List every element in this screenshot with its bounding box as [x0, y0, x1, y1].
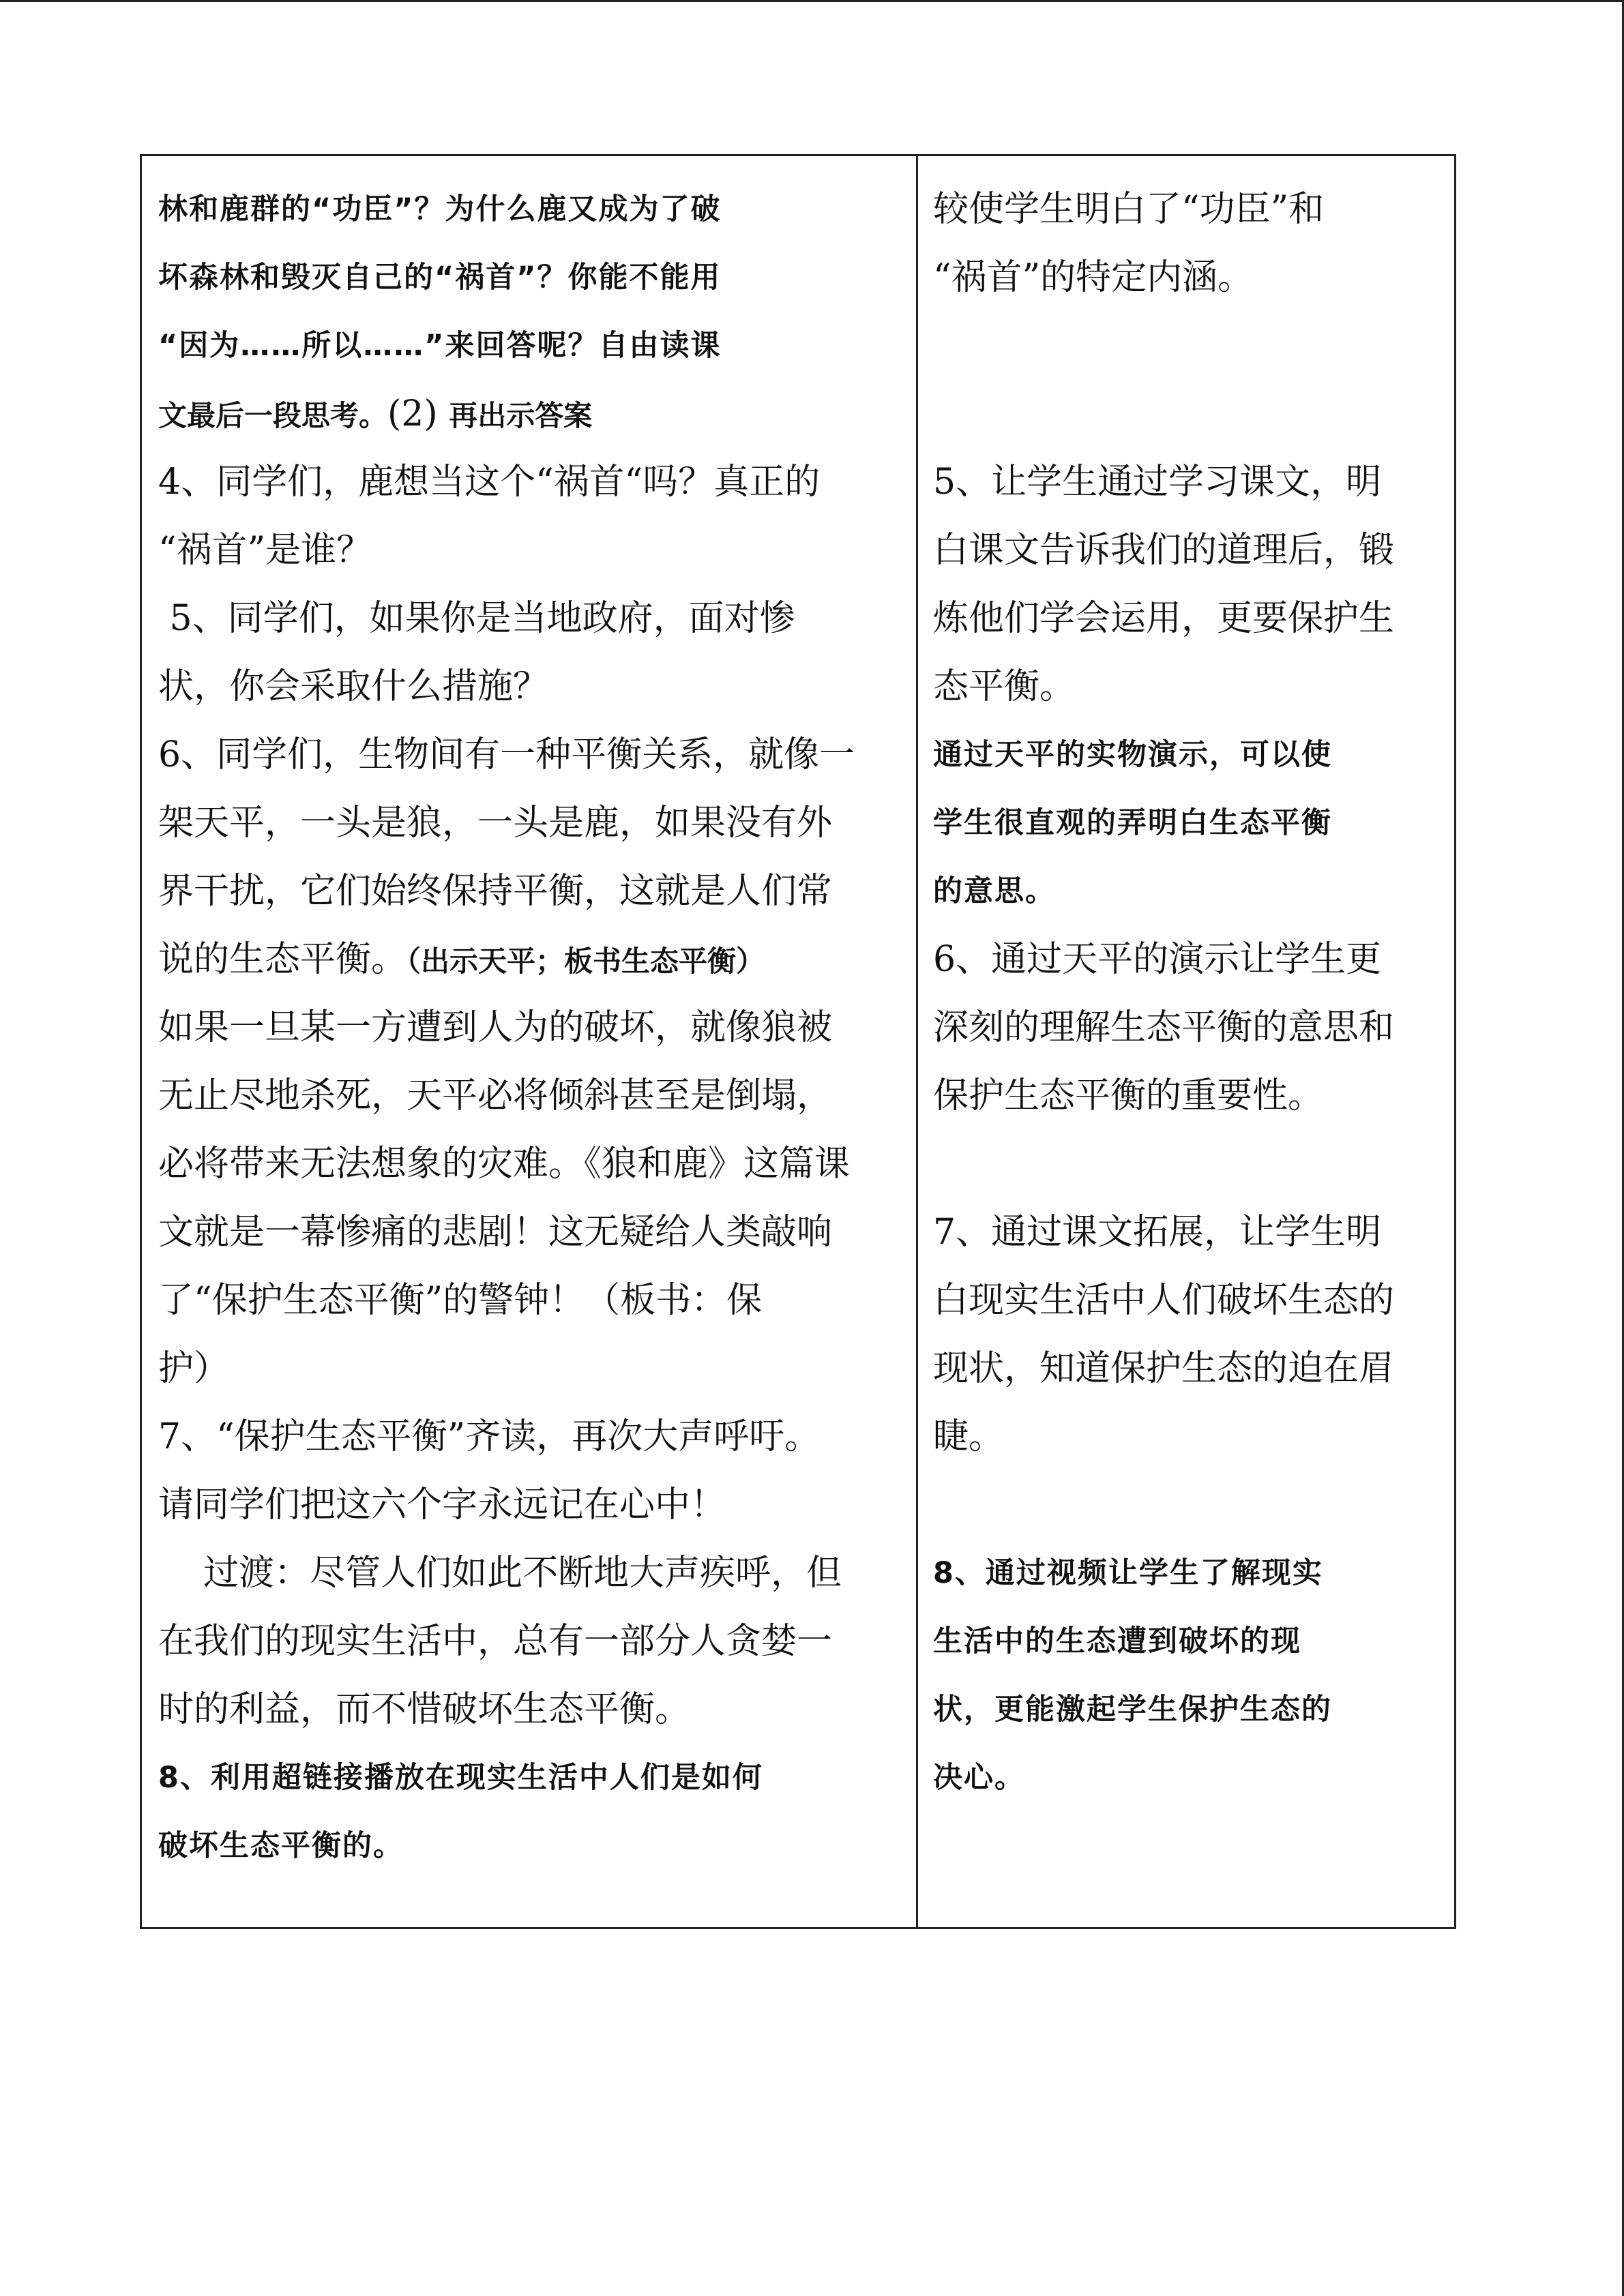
text-line: 请同学们把这六个字永远记在心中！ [158, 1485, 726, 1525]
text-line: 无止尽地杀死，天平必将倾斜甚至是倒塌， [158, 1075, 833, 1116]
text-line: “祸首”是谁？ [158, 530, 372, 571]
text-line: 6、通过天平的演示让学生更 [933, 939, 1382, 980]
text-line: 保护生态平衡的重要性。 [933, 1075, 1324, 1116]
text-line: 在我们的现实生活中，总有一部分人贪婪一 [158, 1621, 833, 1662]
text-line: 现状，知道保护生态的迫在眉 [933, 1348, 1395, 1389]
text-line: 决心。 [933, 1761, 1025, 1795]
text-line: 炼他们学会运用，更要保护生 [933, 598, 1395, 639]
text-line: 5、同学们，如果你是当地政府，面对惨 [158, 598, 795, 639]
text-line [158, 380, 905, 448]
text-line [158, 925, 905, 994]
text-line: 4、同学们，鹿想当这个“祸首“吗？真正的 [158, 462, 821, 503]
text-line: 的意思。 [933, 874, 1056, 908]
text-span: 说的生态平衡。 [158, 939, 407, 980]
text-line: 8、通过视频让学生了解现实 [933, 1556, 1323, 1590]
text-line: 状，更能激起学生保护生态的 [933, 1693, 1332, 1727]
page-top-border [0, 0, 1624, 2]
design-intent-column [918, 156, 1454, 1927]
text-line: 架天平，一头是狼，一头是鹿，如果没有外 [158, 803, 833, 844]
blank-line [933, 312, 1445, 380]
text-line: 白现实生活中人们破坏生态的 [933, 1280, 1395, 1321]
text-line: 护） [158, 1348, 230, 1389]
text-line: “祸首”的特定内涵。 [933, 257, 1254, 298]
text-line: 深刻的理解生态平衡的意思和 [933, 1007, 1395, 1048]
text-line: 较使学生明白了“功臣”和 [933, 189, 1325, 230]
text-line: 文就是一幕惨痛的悲剧！这无疑给人类敲响 [158, 1212, 833, 1253]
text-line: 时的利益，而不惜破坏生态平衡。 [158, 1689, 691, 1730]
text-line: 破坏生态平衡的。 [158, 1829, 404, 1863]
text-line: 过渡：尽管人们如此不断地大声疾呼，但 [158, 1553, 842, 1594]
lesson-plan-table [140, 154, 1456, 1929]
text-line: 7、通过课文拓展，让学生明 [933, 1212, 1382, 1253]
text-line: 态平衡。 [933, 666, 1076, 707]
text-line: 界干扰，它们始终保持平衡，这就是人们常 [158, 871, 833, 912]
text-line: 坏森林和毁灭自己的“祸首”？你能不能用 [158, 260, 722, 295]
text-line: 通过天平的实物演示，可以使 [933, 738, 1332, 772]
text-span: 文最后一段思考。 [158, 399, 388, 432]
text-line: 6、同学们，生物间有一种平衡关系，就像一 [158, 734, 855, 775]
text-line: 林和鹿群的“功臣”？为什么鹿又成为了破 [158, 192, 722, 226]
text-line: “因为……所以……”来回答呢？自由读课 [158, 329, 722, 363]
text-line: 8、利用超链接播放在现实生活中人们是如何 [158, 1761, 763, 1795]
text-line: 7、“保护生态平衡”齐读，再次大声呼吁。 [158, 1416, 821, 1457]
text-line: 必将带来无法想象的灾难。《狼和鹿》这篇课 [158, 1144, 851, 1184]
text-line: 白课文告诉我们的道理后，锻 [933, 530, 1395, 571]
text-line: 生活中的生态遭到破坏的现 [933, 1624, 1301, 1658]
text-line: 学生很直观的弄明白生态平衡 [933, 806, 1332, 840]
blank-line [933, 1471, 1445, 1539]
blank-line [933, 380, 1445, 448]
text-line: 状，你会采取什么措施？ [158, 666, 549, 707]
teaching-process-column [142, 156, 918, 1927]
blank-line [933, 1130, 1445, 1198]
text-span: （出示天平；板书生态平衡） [407, 944, 765, 978]
text-span: 再出示答案 [449, 399, 593, 432]
text-line: 如果一旦某一方遭到人为的破坏，就像狼被 [158, 1007, 833, 1048]
text-line: 了“保护生态平衡”的警钟！（板书：保 [158, 1280, 763, 1321]
text-line: 5、让学生通过学习课文，明 [933, 462, 1382, 503]
text-span: (2) [387, 393, 438, 434]
text-line: 睫。 [933, 1416, 1005, 1457]
